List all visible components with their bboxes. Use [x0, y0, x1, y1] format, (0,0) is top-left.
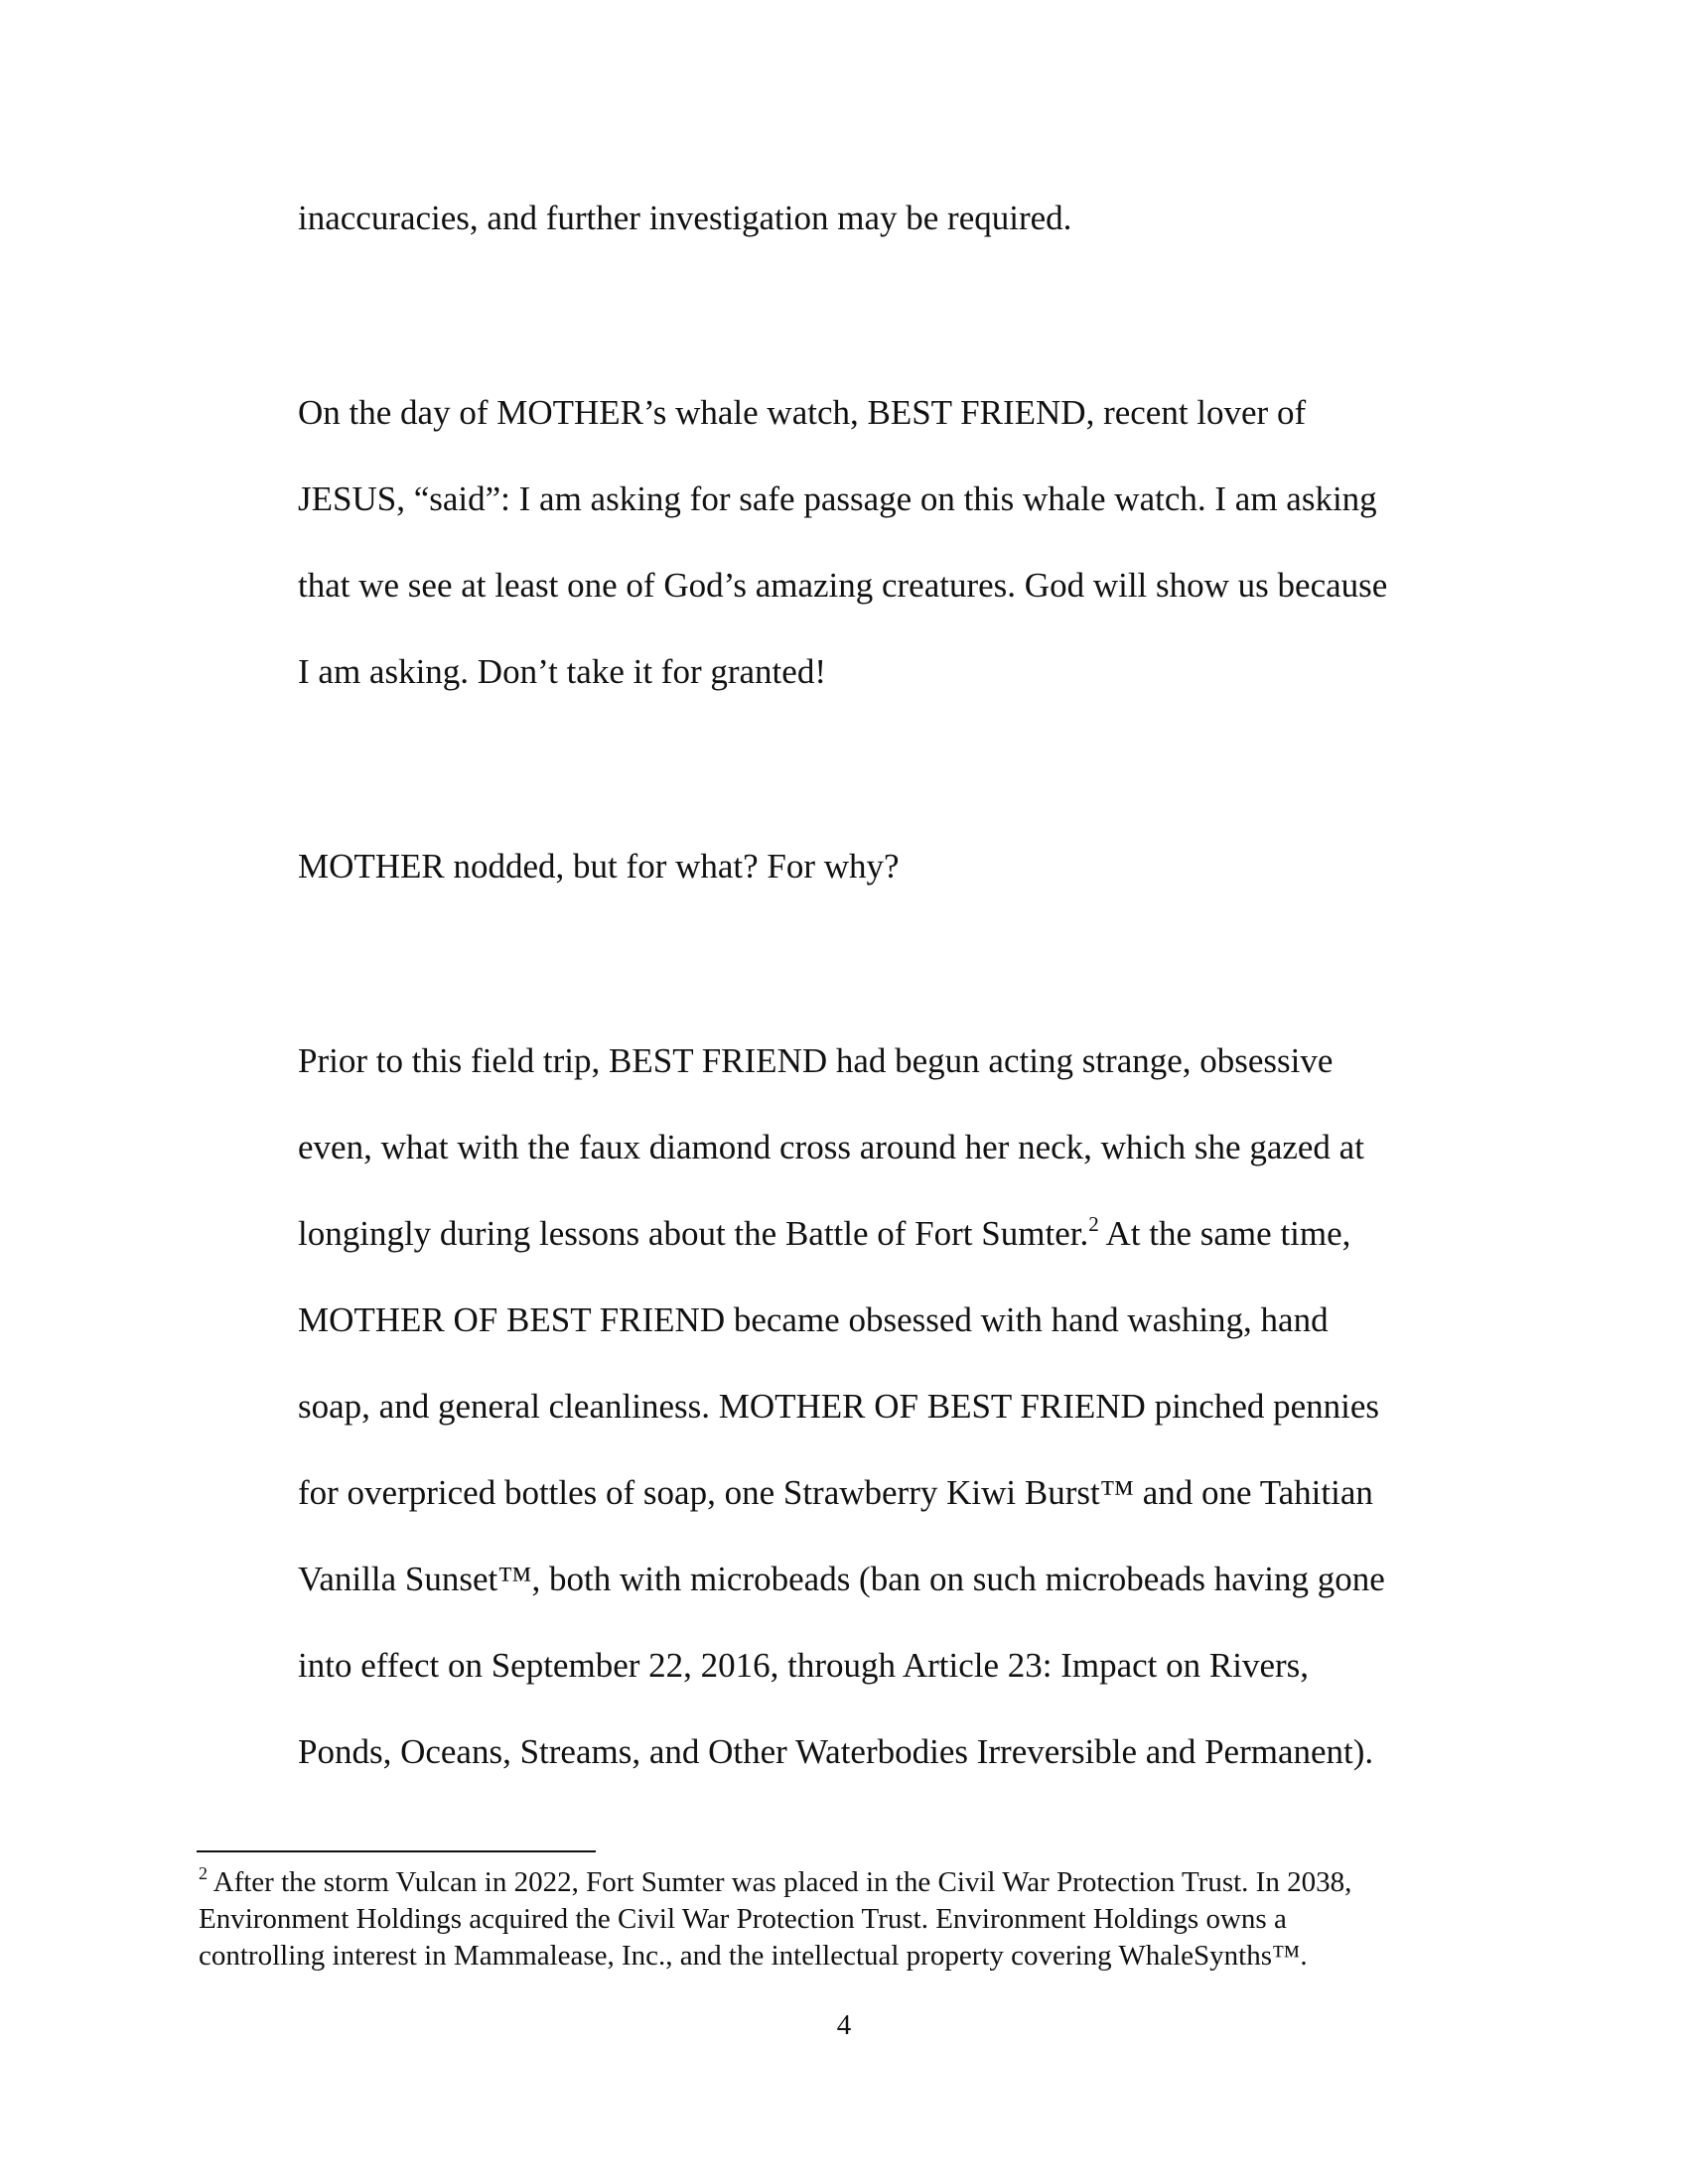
footnote-line: controlling interest in Mammalease, Inc., and the intellectual property covering WhaleSynths™. — [199, 1940, 1308, 1972]
body-text-line: Prior to this field trip, BEST FRIEND had begun acting strange, obsessive — [298, 1041, 1334, 1080]
body-text-line: Vanilla Sunset™, both with microbeads (ban on such microbeads having gone — [298, 1560, 1385, 1598]
footnote-line — [199, 1864, 1351, 1900]
body-text-segment: longingly during lessons about the Battle of Fort Sumter. — [298, 1214, 1089, 1253]
body-text-line: even, what with the faux diamond cross around her neck, which she gazed at — [298, 1128, 1364, 1166]
page-number: 4 — [836, 2009, 852, 2041]
footnote-text: After the storm Vulcan in 2022, Fort Sumter was placed in the Civil War Protection Trust. In 2038, — [208, 1866, 1352, 1898]
body-text-line: I am asking. Don’t take it for granted! — [298, 652, 826, 691]
footnote-line: Environment Holdings acquired the Civil War Protection Trust. Environment Holdings owns a — [199, 1903, 1287, 1935]
body-text-line: MOTHER OF BEST FRIEND became obsessed with hand washing, hand — [298, 1300, 1329, 1339]
footnote-separator — [197, 1850, 596, 1852]
body-text-line: that we see at least one of God’s amazing creatures. God will show us because — [298, 566, 1388, 605]
body-text-line: MOTHER nodded, but for what? For why? — [298, 847, 900, 886]
body-text-line: for overpriced bottles of soap, one Strawberry Kiwi Burst™ and one Tahitian — [298, 1473, 1373, 1512]
body-text-line: Ponds, Oceans, Streams, and Other Waterbodies Irreversible and Permanent). — [298, 1732, 1374, 1771]
body-text-line: soap, and general cleanliness. MOTHER OF BEST FRIEND pinched pennies — [298, 1387, 1380, 1426]
body-text-line: JESUS, “said”: I am asking for safe passage on this whale watch. I am asking — [298, 479, 1377, 518]
footnote-marker: 2 — [199, 1863, 208, 1883]
body-text-line: inaccuracies, and further investigation may be required. — [298, 199, 1072, 237]
body-text-line — [298, 1212, 1350, 1256]
body-text-line: On the day of MOTHER’s whale watch, BEST FRIEND, recent lover of — [298, 393, 1307, 432]
footnote-reference[interactable]: 2 — [1088, 1212, 1099, 1236]
body-text-segment: At the same time, — [1098, 1214, 1351, 1253]
body-text-line: into effect on September 22, 2016, through Article 23: Impact on Rivers, — [298, 1646, 1310, 1685]
